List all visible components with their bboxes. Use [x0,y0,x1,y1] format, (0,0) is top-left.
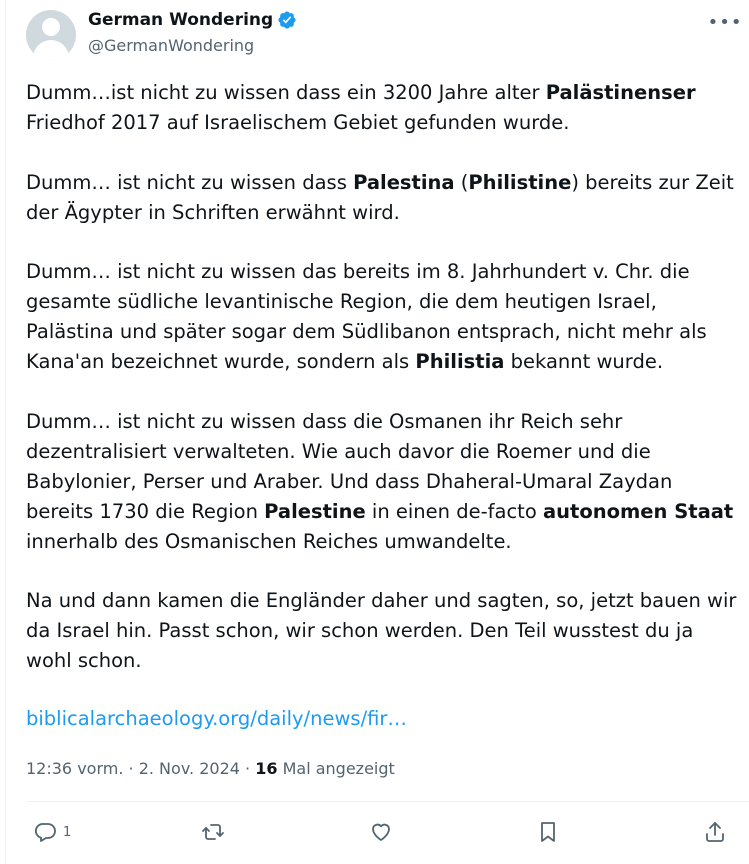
tweet-text-bold: Palestine [264,499,366,523]
tweet-text-segment: ( [454,170,469,194]
retweet-icon [201,820,225,844]
tweet-text-segment: ) bereits zur Zeit der Ägypter in Schriften erwähnt wird. [26,170,734,224]
reply-count: 1 [63,824,72,840]
reply-button[interactable] [33,815,71,849]
views-label: Mal angezeigt [282,759,395,778]
avatar[interactable] [26,10,76,60]
tweet-text-segment: Friedhof 2017 auf Israelischem Gebiet gefunden wurde. [26,111,570,134]
tweet-text-segment: Dumm… ist nicht zu wissen dass [26,170,354,194]
verified-badge-icon [277,10,297,30]
retweet-button[interactable] [201,815,225,849]
tweet-text-segment: innerhalb des Osmanischen Reiches umwandelte. [26,529,512,553]
tweet-paragraph [26,257,738,377]
avatar-body-shape [33,40,69,60]
tweet-text-bold: Philistia [415,350,505,373]
tweet-date[interactable]: 2. Nov. 2024 [138,759,240,778]
bookmark-button[interactable] [536,815,560,849]
tweet-link[interactable]: biblicalarchaeology.org/daily/news/fir… [26,707,407,730]
tweet-text-segment: in einen de-facto [365,499,543,523]
tweet-paragraph [26,407,738,557]
tweet-meta [26,759,395,778]
tweet [5,0,749,864]
like-button[interactable] [369,815,393,849]
tweet-text-bold: Palestina [353,170,455,194]
more-options-button[interactable] [707,10,743,34]
tweet-paragraph [26,168,738,228]
author-name-row[interactable] [88,10,297,30]
share-button[interactable] [703,815,727,849]
tweet-text-bold: Palästinenser [545,81,696,104]
tweet-text [26,78,738,706]
avatar-head-shape [42,18,60,36]
like-icon [369,820,393,844]
more-icon: ••• [707,11,743,33]
tweet-text-segment: Dumm… ist nicht zu wissen das bereits im 8. Jahrhundert v. Chr. die gesamte südliche levantinische Region, die dem heutigen Israel, Palästina und später sogar dem Südlibanon entsprach, nicht mehr als Kana'an bezeichnet wurde, sondern als [26,260,707,373]
tweet-text-bold: Philistine [468,170,572,194]
tweet-text-segment: Dumm…ist nicht zu wissen dass ein 3200 Jahre alter [26,81,546,104]
tweet-text-segment: bekannt wurde. [504,350,664,373]
tweet-time[interactable]: 12:36 vorm. [26,759,124,778]
tweet-text-bold: autonomen Staat [542,499,734,523]
tweet-paragraph [26,586,738,676]
meta-separator: · [245,759,251,778]
divider [26,801,749,802]
action-bar [6,815,749,849]
author-name[interactable]: German Wondering [88,10,274,30]
tweet-text-segment: Dumm… ist nicht zu wissen dass die Osmanen ihr Reich sehr dezentralisiert verwalteten. Wie auch davor die Roemer und die Babylonier, Perser und Araber. Und dass Dhaheral-Umaral Zaydan bereits 1730 die Region [26,409,673,523]
tweet-text-segment: Na und dann kamen die Engländer daher und sagten, so, jetzt bauen wir da Israel hin. Passt schon, wir schon werden. Den Teil wusstest du ja wohl schon. [26,589,737,672]
reply-icon [33,820,57,844]
tweet-paragraph [26,78,738,138]
bookmark-icon [536,820,560,844]
share-icon [703,820,727,844]
meta-separator: · [128,759,134,778]
views-count: 16 [255,759,278,778]
author-handle[interactable]: @GermanWondering [88,36,255,55]
